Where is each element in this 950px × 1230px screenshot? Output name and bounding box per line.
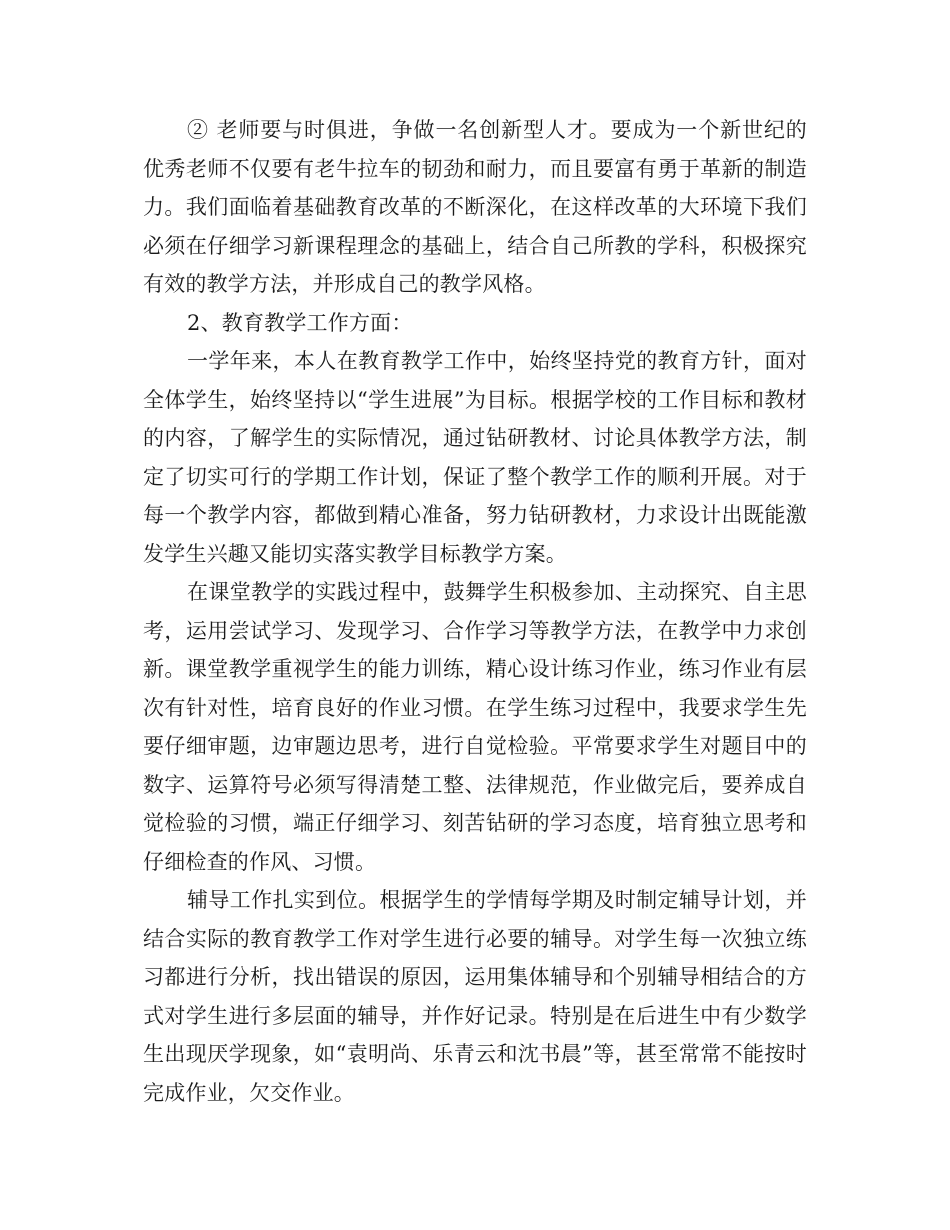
paragraph-classroom-practice: 在课堂教学的实践过程中，鼓舞学生积极参加、主动探究、自主思考，运用尝试学习、发现学习、合作学习等教学方法，在教学中力求创新。课堂教学重视学生的能力训练，精心设计练习作业，练习作业有层次有针对性，培育良好的作业习惯。在学生练习过程中，我要求学生先要仔细审题，边审题边思考，进行自觉检验。平常要求学生对题目中的数字、运算符号必须写得清楚工整、法律规范，作业做完后，要养成自觉检验的习惯，端正仔细学习、刻苦钻研的学习态度，培育独立思考和仔细检查的作风、习惯。 xyxy=(143,580,807,874)
document-body xyxy=(143,111,807,1112)
paragraph-school-year-work: 一学年来，本人在教育教学工作中，始终坚持党的教育方针，面对全体学生，始终坚持以“学生进展”为目标。根据学校的工作目标和教材的内容，了解学生的实际情况，通过钻研教材、讨论具体教学方法，制定了切实可行的学期工作计划，保证了整个教学工作的顺利开展。对于每一个教学内容，都做到精心准备，努力钻研教材，力求设计出既能激发学生兴趣又能切实落实教学目标教学方案。 xyxy=(143,349,807,566)
paragraph-innovative-teacher: ② 老师要与时俱进，争做一名创新型人才。要成为一个新世纪的优秀老师不仅要有老牛拉车的韧劲和耐力，而且要富有勇于革新的制造力。我们面临着基础教育改革的不断深化，在这样改革的大环境下我们必须在仔细学习新课程理念的基础上，结合自己所教的学科，积极探究有效的教学方法，并形成自己的教学风格。 xyxy=(143,118,807,296)
paragraph-tutoring-work: 辅导工作扎实到位。根据学生的学情每学期及时制定辅导计划，并结合实际的教育教学工作对学生进行必要的辅导。对学生每一次独立练习都进行分析，找出错误的原因，运用集体辅导和个别辅导相结合的方式对学生进行多层面的辅导，并作好记录。特别是在后进生中有少数学生出现厌学现象，如“袁明尚、乐青云和沈书晨”等，甚至常常不能按时完成作业，欠交作业。 xyxy=(143,888,807,1105)
section-heading-teaching-work: 2、教育教学工作方面： xyxy=(187,310,413,335)
